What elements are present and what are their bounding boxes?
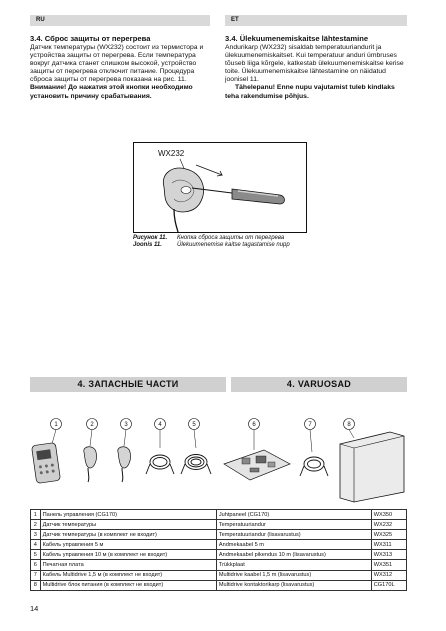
table-row: 1 Панель управления (CG170) Juhtpaneel (CG170) WX350 <box>31 510 407 520</box>
figure-caption <box>133 235 290 249</box>
spare-parts-illustration <box>28 412 408 504</box>
contactor-box-part <box>340 432 404 502</box>
caption-ru: Рисунок 11. Кнопка сброса защиты от перегрева <box>133 235 285 241</box>
table-row: 3 Датчик температуры (в комплект не входит) Temperatuuriandur (lisavarustus) WX325 <box>31 530 407 540</box>
language-tag-et: ET <box>225 15 407 26</box>
section-et <box>225 34 407 101</box>
callout-5 <box>189 419 200 430</box>
table-row: 8 Multidrive блок питания (в комплект не входит) Multidrive kontaktorikarp (lisavarustus) CG170L <box>31 580 407 590</box>
section-body-ru: Датчик температуры (WX232) состоит из термистора и устройства защиты от перегрева. Если температура вокруг датчика станет слишком высокой, устройство защиты от перегрева отключит питание. Процедура сброса защиты от перегрева показана на рис. 11. <box>30 44 204 84</box>
callout-3 <box>121 419 132 430</box>
spares-title-et: 4. VARUOSAD <box>231 377 407 392</box>
svg-text:7: 7 <box>308 422 312 428</box>
device-label: WX232 <box>158 149 185 158</box>
svg-text:2: 2 <box>90 422 94 428</box>
data-cable-5m-part <box>146 455 174 474</box>
svg-text:3: 3 <box>124 422 128 428</box>
circuit-board-part <box>224 450 290 480</box>
section-heading-ru: 3.4. Сброс защиты от перегрева <box>30 34 151 43</box>
svg-text:5: 5 <box>192 422 196 428</box>
temperature-sensor-part <box>84 447 97 482</box>
reset-button <box>181 187 191 194</box>
table-row: 2 Датчик температуры Temperatuuriandur WX232 <box>31 520 407 530</box>
table-row: 4 Кабель управления 5 м Andmekaabel 5 m WX311 <box>31 540 407 550</box>
section-body-et: Andurikarp (WX232) sisaldab temperatuuriandurit ja ülekuumenemiskaitset. Kui temperatuur anduri ümbruses tõuseb liiga kõrgele, katkestab ülekuumenemiskaitse kerise toite. Ülekuumenemiskaitse lähtestamine on näidatud joonisel 11. <box>225 44 404 84</box>
callout-2 <box>87 419 98 430</box>
table-row: 5 Кабель управления 10 м (в комплект не входит) Andmekaabel pikendus 10 m (lisavarustus) WX313 <box>31 550 407 560</box>
table-row: 6 Печатная плата Trükkplaat WX351 <box>31 560 407 570</box>
table-row: 7 Кабель Multidrive 1,5 м (в комплект не входит) Multidrive kaabel 1,5 m (lisavarustus) WX312 <box>31 570 407 580</box>
callout-4 <box>155 419 166 430</box>
warning-ru: Внимание! До нажатия этой кнопки необходимо установить причину срабатывания. <box>30 84 193 100</box>
callout-6 <box>249 419 260 430</box>
control-panel-part <box>31 443 60 484</box>
warning-et: Tähelepanu! Enne nupu vajutamist tuleb kindlaks teha rakendumise põhjus. <box>225 84 395 100</box>
section-heading-et: 3.4. Ülekuumenemiskaitse lähtestamine <box>225 34 369 43</box>
data-cable-10m-part <box>181 455 211 475</box>
figure-11 <box>133 142 307 233</box>
svg-text:8: 8 <box>347 422 351 428</box>
section-ru <box>30 34 210 101</box>
spares-title-ru: 4. ЗАПАСНЫЕ ЧАСТИ <box>30 377 226 392</box>
sensor-reset-illustration <box>134 143 306 232</box>
multidrive-cable-part <box>300 457 328 476</box>
svg-text:4: 4 <box>158 422 162 428</box>
language-tag-ru: RU <box>30 15 210 26</box>
svg-text:6: 6 <box>252 422 256 428</box>
caption-et: Joonis 11. Ülekuumenemise kaitse tagastamise nupp <box>133 242 290 249</box>
svg-text:1: 1 <box>54 422 58 428</box>
press-arrow <box>196 165 222 176</box>
callout-1 <box>51 419 62 430</box>
sensor-cable <box>174 209 178 232</box>
callout-7 <box>305 419 316 430</box>
page-number: 14 <box>30 604 39 613</box>
extra-sensor-part <box>118 447 131 482</box>
spare-parts-table <box>30 509 407 591</box>
callout-8 <box>344 419 355 430</box>
